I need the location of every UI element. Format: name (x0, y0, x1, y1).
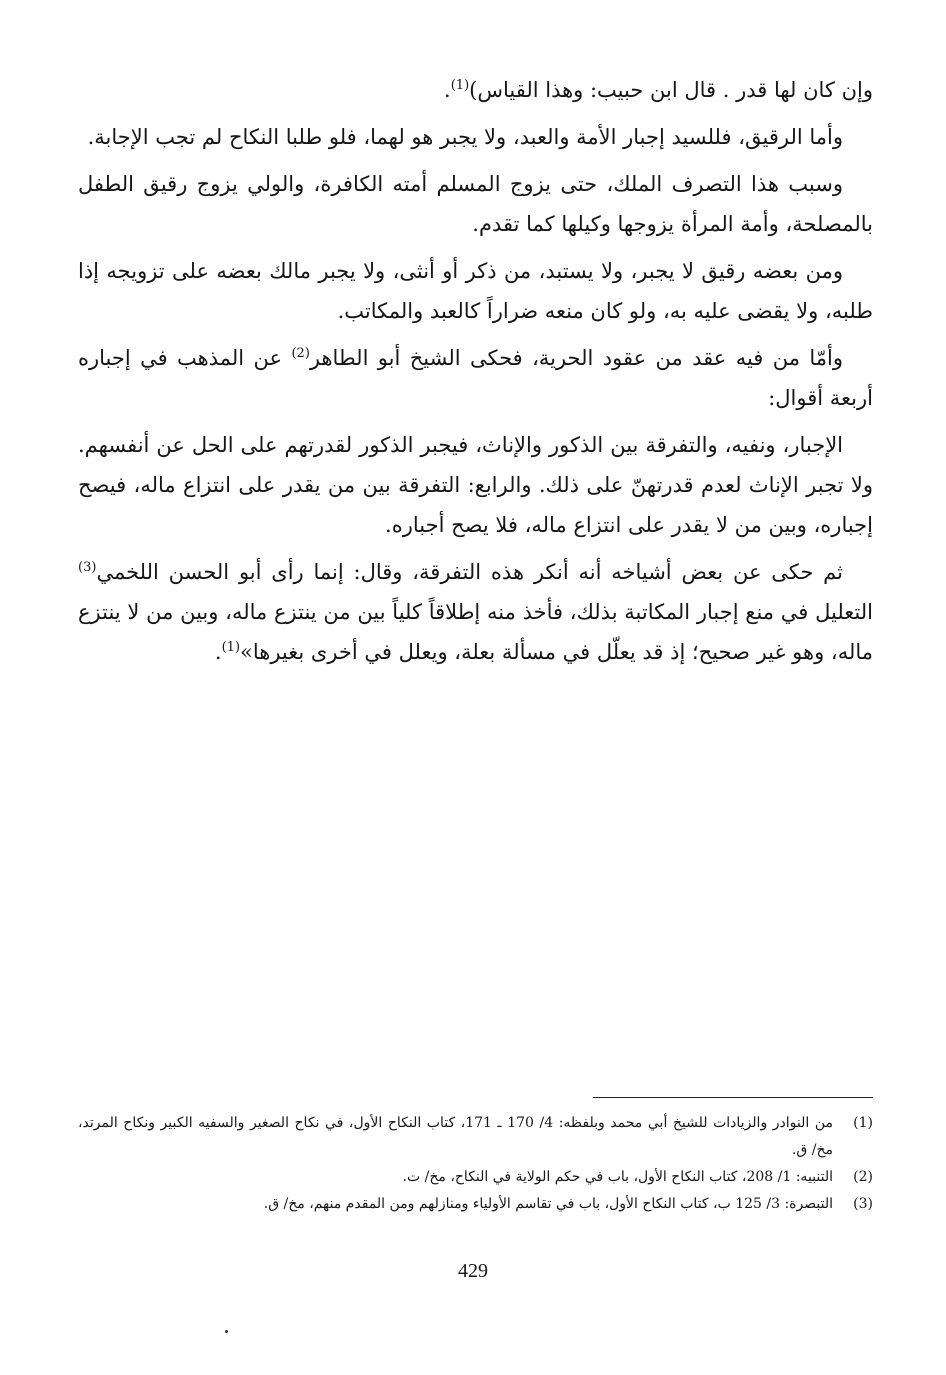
paragraph-4: ومن بعضه رقيق لا يجبر، ولا يستبد، من ذكر أو أنثى، ولا يجبر مالك بعضه على تزويجه إذا طلبه، ولا يقضى عليه به، ولو كان منعه ضراراً كالعبد والمكاتب. (78, 259, 873, 323)
footnote-2 (78, 1164, 873, 1191)
footnote-ref-2: (2) (291, 346, 310, 361)
scan-speck (225, 1330, 228, 1333)
paragraph-3: وسبب هذا التصرف الملك، حتى يزوج المسلم أمته الكافرة، والولي يزوج رقيق الطفل بالمصلحة، وأمة المرأة يزوجها وكيلها كما تقدم. (78, 172, 873, 236)
paragraph-1: وإن كان لها قدر . قال ابن حبيب: وهذا القياس)$^{(1)}$. (444, 78, 873, 102)
paragraph-6: الإجبار، ونفيه، والتفرقة بين الذكور والإناث، فيجبر الذكور لقدرتهم على الحل عن أنفسهم. ولا تجبر الإناث لعدم قدرتهنّ على ذلك. والرابع: التفرقة بين من يقدر على انتزاع ماله، فيصح إجباره، وبين من لا يقدر على انتزاع ماله، فلا يصح أجباره. (78, 433, 873, 537)
footnote-ref-1: (1) (450, 78, 470, 93)
footnote-number: (2) (853, 1169, 873, 1185)
paragraph-5: وأمّا من فيه عقد من عقود الحرية، فحكى الشيخ أبو الطاهر$^{(2)}$ عن المذهب في إجباره أربعة أقوال: (78, 346, 873, 410)
main-text (78, 70, 873, 679)
footnote-ref-3: (3) (78, 560, 97, 575)
paragraph-7: ثم حكى عن بعض أشياخه أنه أنكر هذه التفرقة، وقال: إنما رأى أبو الحسن اللخمي$^{(3)}$ التعليل في منع إجبار المكاتبة بذلك، فأخذ منه إطلاقاً كلياً بين من ينتزع ماله، وبين من لا ينتزع ماله، وهو غير صحيح؛ إذ قد يعلّل في مسألة بعلة، ويعلل في أخرى بغيرها»$^{(1)}$. (78, 560, 873, 664)
footnote-number: (3) (853, 1196, 873, 1212)
page-number: 429 (458, 1260, 488, 1282)
footnote-ref-1b: (1) (221, 640, 241, 655)
footnote-1 (78, 1110, 873, 1164)
footnotes (78, 1110, 873, 1218)
paragraph-2: وأما الرقيق، فللسيد إجبار الأمة والعبد، ولا يجبر هو لهما، فلو طلبا النكاح لم تجب الإجابة. (87, 125, 843, 149)
footnote-text: التبصرة: 3/ 125 ب، كتاب النكاح الأول، باب في تقاسم الأولياء ومنازلهم ومن المقدم منهم، مخ/ ق. (263, 1196, 833, 1212)
footnote-3 (78, 1191, 873, 1218)
footnote-divider (593, 1097, 873, 1098)
footnote-text: من النوادر والزيادات للشيخ أبي محمد وبلفظه: 4/ 170 ـ 171، كتاب النكاح الأول، في نكاح الصغير والسفيه الكبير ونكاح المرتد، مخ/ ق. (78, 1115, 833, 1158)
footnote-text: التنبيه: 1/ 208، كتاب النكاح الأول، باب في حكم الولاية في النكاح، مخ/ ت. (402, 1169, 833, 1185)
footnote-number: (1) (853, 1115, 873, 1131)
